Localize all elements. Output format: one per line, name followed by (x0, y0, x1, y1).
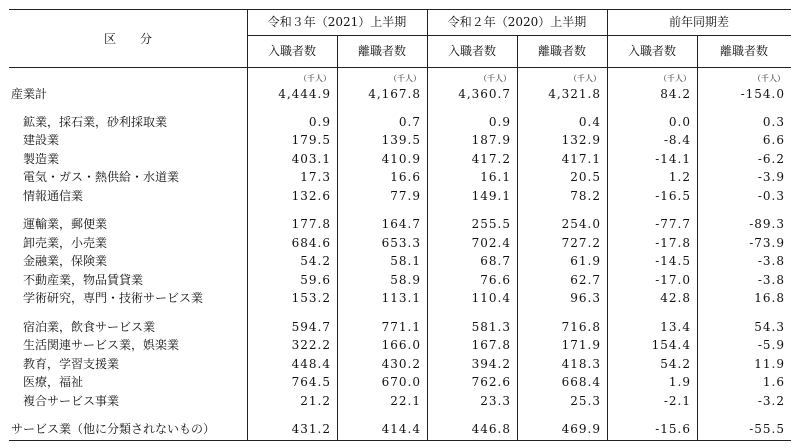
value-cell: 4,167.8 (368, 87, 421, 101)
industry-label: 教育，学習支援業 (23, 357, 120, 371)
value-cell: 1.2 (668, 170, 691, 184)
value-cell: 179.5 (291, 133, 331, 147)
value-cell: 414.4 (381, 422, 421, 436)
value-cell: -0.3 (757, 189, 785, 203)
value-cell: 716.8 (561, 320, 601, 334)
value-cell: 0.9 (308, 115, 331, 129)
value-cell: 4,444.9 (278, 87, 331, 101)
industry-label: 建設業 (23, 133, 60, 147)
value-cell: 684.6 (291, 236, 331, 250)
subheader-hires: 入職者数 (447, 44, 496, 58)
value-cell: 0.3 (762, 115, 785, 129)
subheader-separations: 離職者数 (537, 44, 586, 58)
division-header: 区 分 (103, 32, 152, 46)
subheader-hires: 入職者数 (267, 44, 316, 58)
value-cell: -55.5 (749, 422, 785, 436)
value-cell: 21.2 (300, 394, 331, 408)
value-cell: -77.7 (655, 217, 691, 231)
value-cell: 255.5 (471, 217, 511, 231)
industry-label: 医療，福祉 (23, 375, 84, 389)
value-cell: 13.4 (660, 320, 691, 334)
value-cell: -73.9 (749, 236, 785, 250)
value-cell: 77.9 (390, 189, 421, 203)
value-cell: 149.1 (471, 189, 511, 203)
value-cell: 54.3 (754, 320, 785, 334)
value-cell: 25.3 (570, 394, 601, 408)
value-cell: 61.9 (570, 254, 601, 268)
value-cell: 448.4 (291, 357, 331, 371)
industry-label: 運輸業，郵便業 (23, 217, 108, 231)
value-cell: -8.4 (663, 133, 691, 147)
value-cell: -6.2 (757, 152, 785, 166)
value-cell: -15.6 (655, 422, 691, 436)
value-cell: 132.6 (291, 189, 331, 203)
value-cell: 702.4 (471, 236, 511, 250)
value-cell: 167.8 (471, 338, 511, 352)
value-cell: 22.1 (390, 394, 421, 408)
value-cell: 84.2 (660, 87, 691, 101)
value-cell: 1.9 (668, 375, 691, 389)
industry-label: 産業計 (11, 87, 48, 101)
value-cell: -3.2 (757, 394, 785, 408)
industry-label: 宿泊業，飲食サービス業 (23, 320, 156, 334)
value-cell: -2.1 (663, 394, 691, 408)
value-cell: 58.1 (390, 254, 421, 268)
industry-label: 情報通信業 (23, 189, 84, 203)
subheader-separations: 離職者数 (357, 44, 406, 58)
value-cell: 20.5 (570, 170, 601, 184)
value-cell: 418.3 (561, 357, 601, 371)
value-cell: 322.2 (291, 338, 331, 352)
value-cell: 58.9 (390, 273, 421, 287)
value-cell: 417.2 (471, 152, 511, 166)
difference-header: 前年同期差 (668, 15, 729, 29)
value-cell: 771.1 (381, 320, 421, 334)
value-cell: 403.1 (291, 152, 331, 166)
industry-label: 複合サービス事業 (23, 394, 120, 408)
value-cell: 1.6 (762, 375, 785, 389)
value-cell: -14.1 (655, 152, 691, 166)
value-cell: 171.9 (561, 338, 601, 352)
unit-label: （千人） (659, 74, 691, 83)
value-cell: 0.0 (668, 115, 691, 129)
unit-label: （千人） (753, 74, 785, 83)
industry-label: 金融業，保険業 (23, 254, 108, 268)
labor-turnover-table (9, 9, 791, 441)
value-cell: 96.3 (570, 291, 601, 305)
value-cell: 670.0 (381, 375, 421, 389)
period-header-2020: 令和２年（2020）上半期 (447, 15, 587, 29)
value-cell: 446.8 (471, 422, 511, 436)
industry-label: 生活関連サービス業，娯楽業 (23, 338, 180, 352)
value-cell: 0.9 (488, 115, 511, 129)
value-cell: 17.3 (300, 170, 331, 184)
industry-label: 卸売業，小売業 (23, 236, 108, 250)
value-cell: 16.1 (480, 170, 511, 184)
value-cell: -3.8 (757, 254, 785, 268)
value-cell: -89.3 (749, 217, 785, 231)
value-cell: 164.7 (381, 217, 421, 231)
value-cell: 431.2 (291, 422, 331, 436)
value-cell: 727.2 (561, 236, 601, 250)
unit-label: （千人） (569, 74, 601, 83)
value-cell: 110.4 (471, 291, 511, 305)
value-cell: 132.9 (561, 133, 601, 147)
value-cell: 430.2 (381, 357, 421, 371)
value-cell: 6.6 (762, 133, 785, 147)
value-cell: 594.7 (291, 320, 331, 334)
value-cell: 764.5 (291, 375, 331, 389)
value-cell: 16.8 (754, 291, 785, 305)
value-cell: 469.9 (561, 422, 601, 436)
value-cell: 410.9 (381, 152, 421, 166)
value-cell: 54.2 (660, 357, 691, 371)
industry-label: サービス業（他に分類されないもの） (11, 422, 216, 436)
value-cell: 0.7 (398, 115, 421, 129)
value-cell: 153.2 (291, 291, 331, 305)
header-mid-rule (247, 35, 791, 36)
value-cell: 11.9 (754, 357, 785, 371)
value-cell: 177.8 (291, 217, 331, 231)
value-cell: 166.0 (381, 338, 421, 352)
unit-label: （千人） (299, 74, 331, 83)
value-cell: 762.6 (471, 375, 511, 389)
value-cell: -16.5 (655, 189, 691, 203)
industry-label: 鉱業，採石業，砂利採取業 (23, 115, 168, 129)
value-cell: 139.5 (381, 133, 421, 147)
value-cell: 4,321.8 (548, 87, 601, 101)
industry-label: 不動産業，物品賃貸業 (23, 273, 144, 287)
value-cell: 42.8 (660, 291, 691, 305)
industry-label: 電気・ガス・熱供給・水道業 (23, 170, 180, 184)
unit-label: （千人） (389, 74, 421, 83)
value-cell: 62.7 (570, 273, 601, 287)
header-bottom-rule (9, 67, 791, 68)
value-cell: 23.3 (480, 394, 511, 408)
industry-label: 製造業 (23, 152, 60, 166)
period-header-2021: 令和３年（2021）上半期 (267, 15, 407, 29)
value-cell: 581.3 (471, 320, 511, 334)
value-cell: -17.8 (655, 236, 691, 250)
value-cell: -154.0 (740, 87, 785, 101)
value-cell: -5.9 (757, 338, 785, 352)
value-cell: -17.0 (655, 273, 691, 287)
subheader-hires: 入職者数 (627, 44, 676, 58)
value-cell: 653.3 (381, 236, 421, 250)
subheader-separations: 離職者数 (719, 44, 768, 58)
value-cell: 668.4 (561, 375, 601, 389)
value-cell: 187.9 (471, 133, 511, 147)
industry-label: 学術研究，専門・技術サービス業 (23, 291, 204, 305)
value-cell: -3.8 (757, 273, 785, 287)
value-cell: 0.4 (578, 115, 601, 129)
value-cell: 59.6 (300, 273, 331, 287)
value-cell: 4,360.7 (458, 87, 511, 101)
value-cell: 78.2 (570, 189, 601, 203)
value-cell: 16.6 (390, 170, 421, 184)
value-cell: 68.7 (480, 254, 511, 268)
value-cell: 54.2 (300, 254, 331, 268)
value-cell: 76.6 (480, 273, 511, 287)
value-cell: 394.2 (471, 357, 511, 371)
value-cell: 417.1 (561, 152, 601, 166)
value-cell: 254.0 (561, 217, 601, 231)
value-cell: 113.1 (381, 291, 421, 305)
value-cell: -14.5 (655, 254, 691, 268)
value-cell: -3.9 (757, 170, 785, 184)
value-cell: 154.4 (651, 338, 691, 352)
unit-label: （千人） (479, 74, 511, 83)
